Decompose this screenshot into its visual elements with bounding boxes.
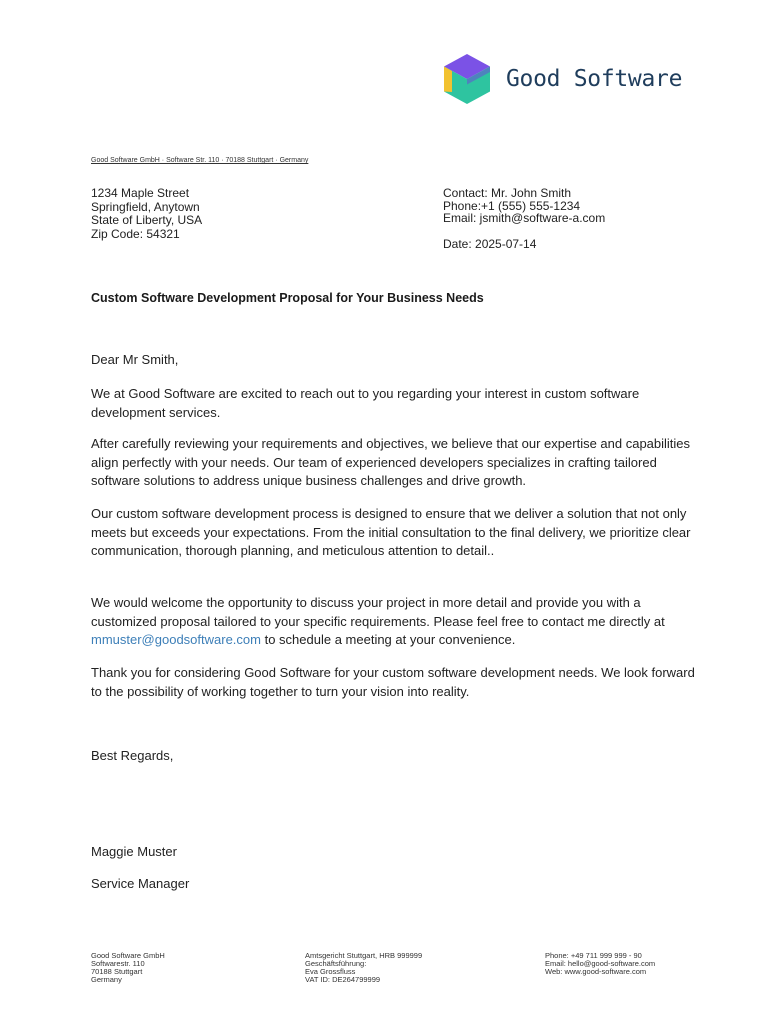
- footer-contact: [545, 952, 655, 976]
- paragraph-3-text: Our custom software development process is designed to ensure that we deliver a solution that not only meets but exceeds your expectations. From the initial consultation to the final delivery, we prioritize clear communication, thorough planning, and meticulous attention to detail..: [91, 506, 691, 559]
- recipient-city: Springfield, Anytown: [91, 199, 200, 214]
- email-link[interactable]: mmuster@goodsoftware.com: [91, 632, 261, 648]
- footer-line: Eva Grossfluss: [305, 967, 356, 976]
- salutation: Dear Mr Smith,: [91, 352, 179, 367]
- footer-line: Email: hello@good-software.com: [545, 959, 656, 968]
- paragraph-4-text: [91, 594, 701, 650]
- sender-address-line: Good Software GmbH · Software Str. 110 · 70188 Stuttgart · Germany: [91, 157, 309, 164]
- footer-line: Geschäftsführung:: [305, 959, 367, 968]
- footer-line: Good Software GmbH: [91, 951, 165, 960]
- paragraph-2: [91, 435, 701, 491]
- paragraph-5-text: Thank you for considering Good Software for your custom software development needs. We look forward to the possibility of working together to turn your vision into reality.: [91, 665, 695, 699]
- recipient-state: State of Liberty, USA: [91, 213, 203, 227]
- paragraph-3: [91, 505, 701, 561]
- recipient-street: 1234 Maple Street: [91, 186, 190, 200]
- recipient-address: [91, 187, 202, 241]
- footer-line: VAT ID: DE264799999: [305, 975, 381, 984]
- contact-phone: Phone:+1 (555) 555-1234: [443, 198, 581, 213]
- recipient-zip: Zip Code: 54321: [91, 226, 180, 241]
- paragraph-1-text: We at Good Software are excited to reach out to you regarding your interest in custom software development services.: [91, 386, 640, 420]
- paragraph-2-text: After carefully reviewing your requirements and objectives, we believe that our expertise and capabilities align perfectly with your needs. Our team of experienced developers specializes in crafting tailored software solutions to address unique business challenges and drive growth.: [91, 436, 691, 489]
- footer-line: Web: www.good-software.com: [545, 967, 647, 976]
- closing: Best Regards,: [91, 748, 174, 763]
- footer-line: Softwarestr. 110: [91, 959, 145, 968]
- footer-company-address: [91, 952, 165, 984]
- footer-registration: [305, 952, 422, 984]
- company-name: Good Software: [506, 66, 683, 92]
- footer-line: Germany: [91, 975, 122, 984]
- paragraph-4-end: to schedule a meeting at your convenience.: [260, 632, 516, 648]
- contact-block: [443, 187, 605, 225]
- paragraph-4-start: We would welcome the opportunity to discuss your project in more detail and provide you with a customized proposal tailored to your specific requirements. Please feel free to contact me directly at: [91, 595, 665, 629]
- footer-line: Phone: +49 711 999 999 - 90: [545, 951, 642, 960]
- contact-email: Email: jsmith@software-a.com: [443, 211, 606, 225]
- footer-line: Amtsgericht Stuttgart, HRB 999999: [305, 951, 423, 960]
- hexagon-logo-icon: [444, 54, 490, 104]
- paragraph-5: [91, 664, 701, 701]
- contact-name: Contact: Mr. John Smith: [443, 186, 572, 200]
- company-logo: [444, 54, 682, 104]
- letter-date: Date: 2025-07-14: [443, 237, 537, 251]
- footer-line: 70188 Stuttgart: [91, 967, 143, 976]
- signature-name: Maggie Muster: [91, 844, 177, 859]
- paragraph-4: [91, 594, 701, 650]
- signature-title: Service Manager: [91, 876, 190, 891]
- letter-subject: Custom Software Development Proposal for Your Business Needs: [91, 291, 484, 305]
- paragraph-1: [91, 385, 701, 422]
